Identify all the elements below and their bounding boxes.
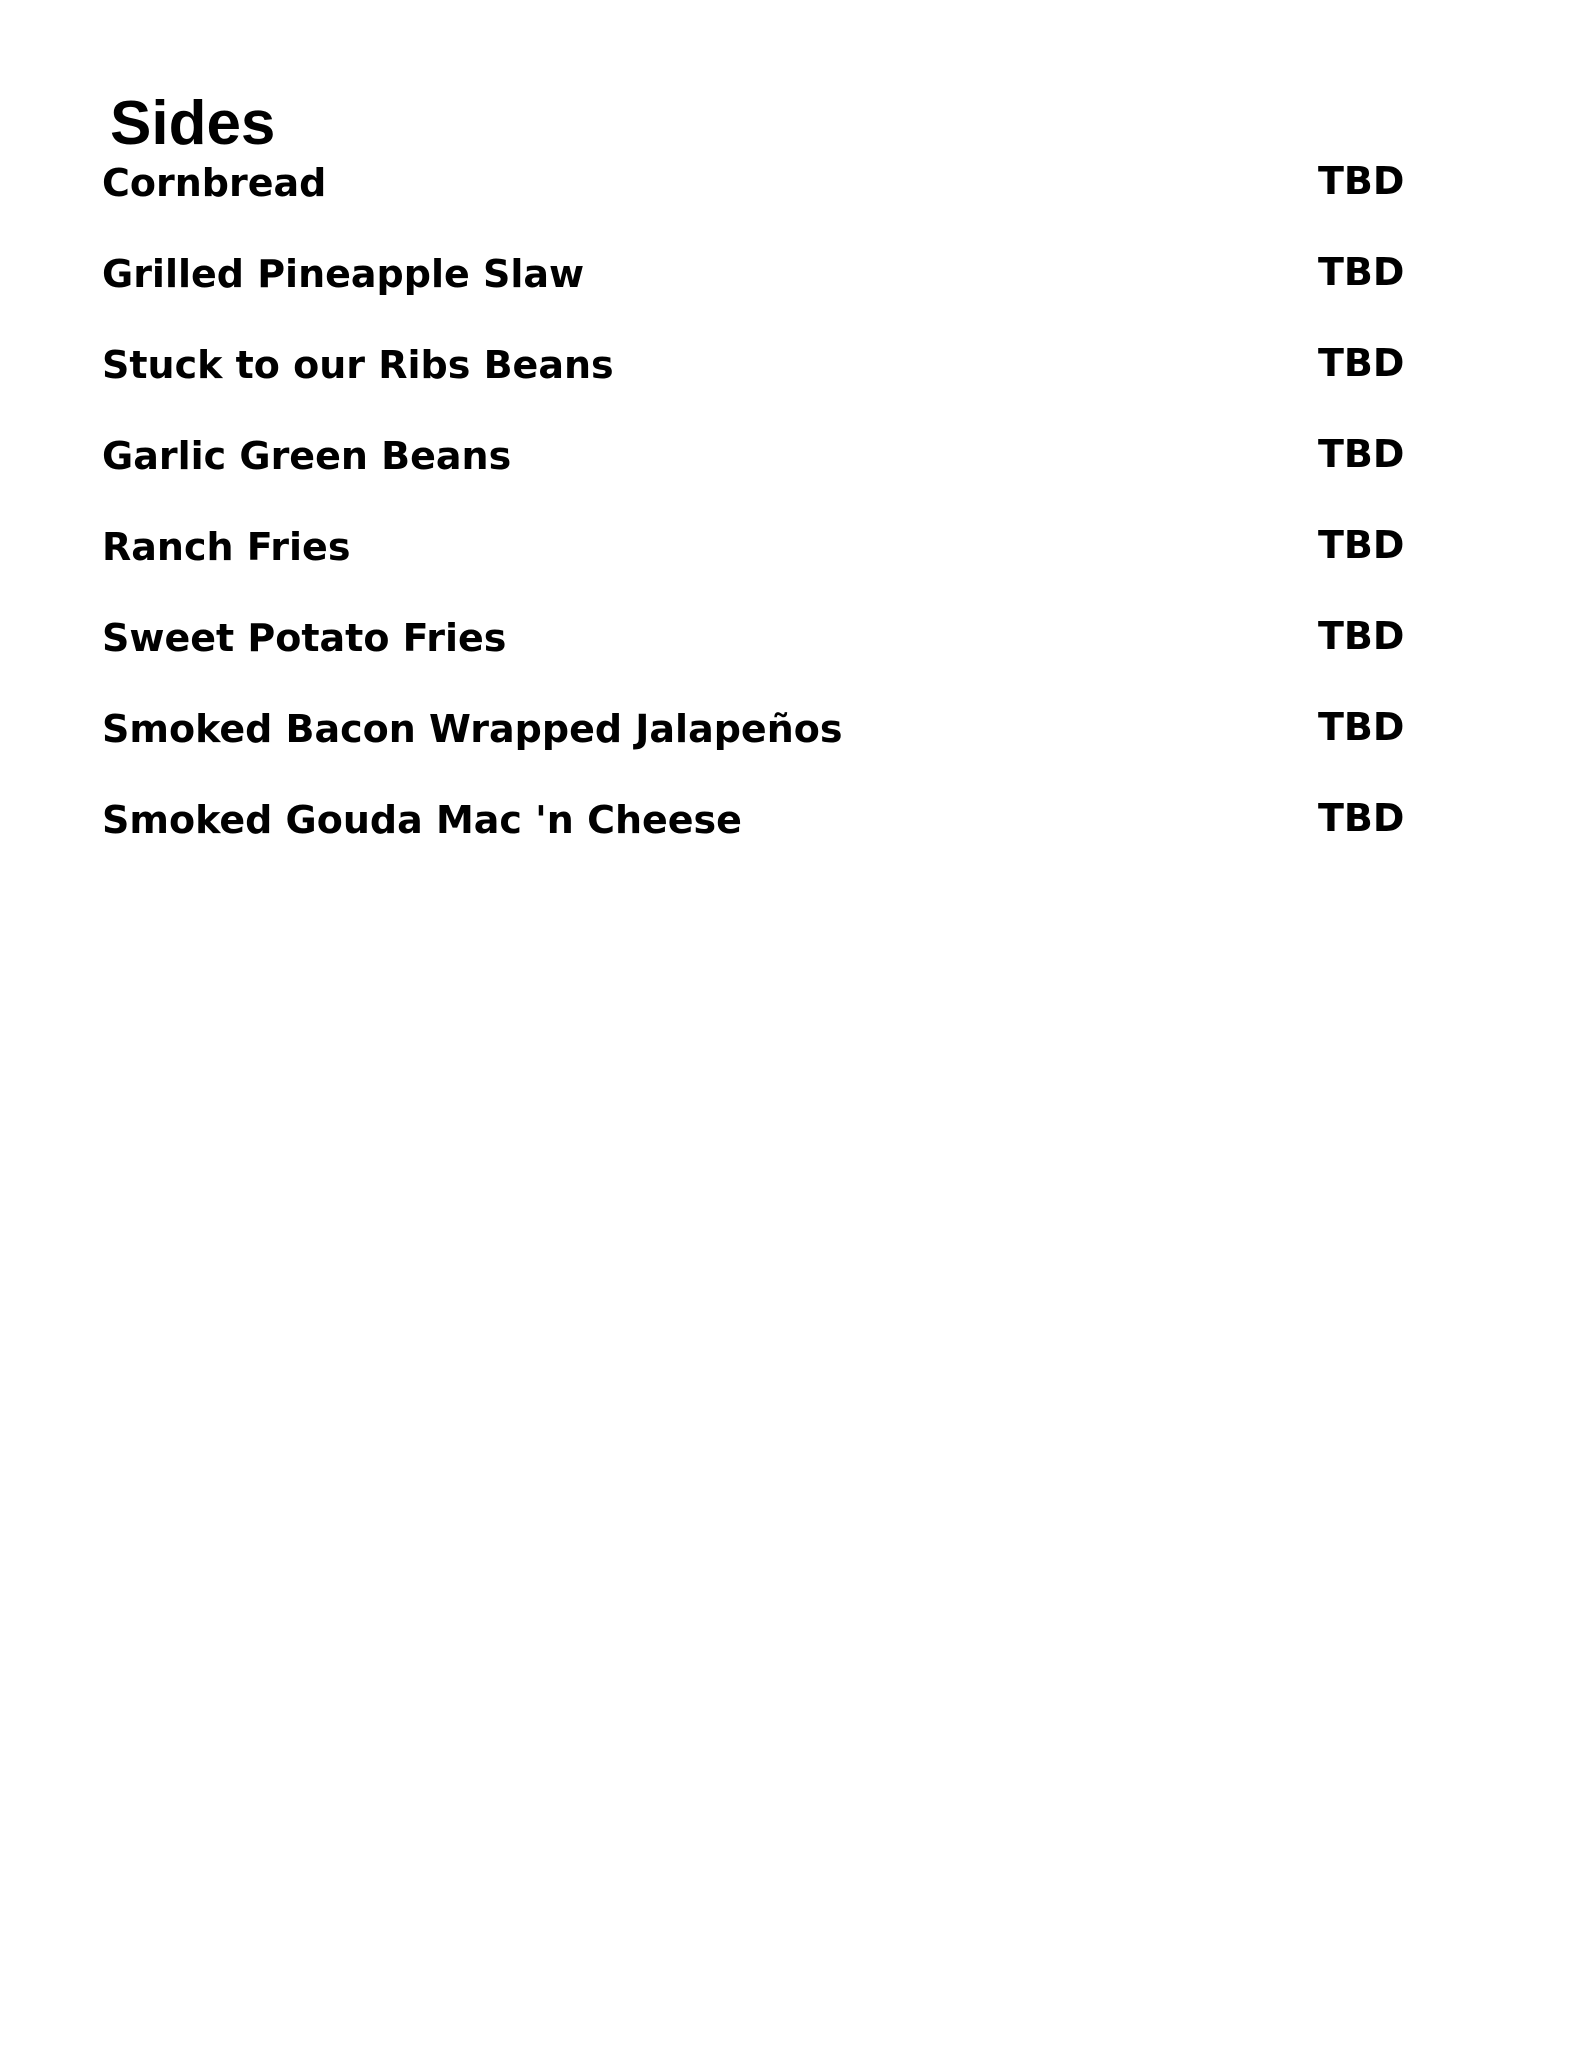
menu-item-name: Cornbread (102, 161, 327, 205)
menu-item-name: Smoked Bacon Wrapped Jalapeños (102, 707, 843, 751)
menu-item-name: Stuck to our Ribs Beans (102, 343, 614, 387)
menu-item-name: Smoked Gouda Mac 'n Cheese (102, 798, 742, 842)
menu-item-price: TBD (1318, 705, 1405, 749)
menu-item-price: TBD (1318, 523, 1405, 567)
menu-item-price: TBD (1318, 796, 1405, 840)
menu-item-price: TBD (1318, 614, 1405, 658)
menu-item-name: Garlic Green Beans (102, 434, 512, 478)
menu-item-name: Ranch Fries (102, 525, 351, 569)
menu-item (102, 514, 1405, 605)
menu-item (102, 696, 1405, 787)
menu-item-price: TBD (1318, 159, 1405, 203)
menu-item-price: TBD (1318, 250, 1405, 294)
menu-item-price: TBD (1318, 432, 1405, 476)
menu-item (102, 150, 1405, 241)
menu-item-name: Grilled Pineapple Slaw (102, 252, 585, 296)
menu-item (102, 787, 1405, 878)
menu-item (102, 605, 1405, 696)
menu-item (102, 332, 1405, 423)
menu-item-name: Sweet Potato Fries (102, 616, 507, 660)
menu-item (102, 423, 1405, 514)
menu-item-price: TBD (1318, 341, 1405, 385)
sides-list (102, 150, 1405, 878)
menu-item (102, 241, 1405, 332)
page-title: Sides (110, 89, 276, 158)
